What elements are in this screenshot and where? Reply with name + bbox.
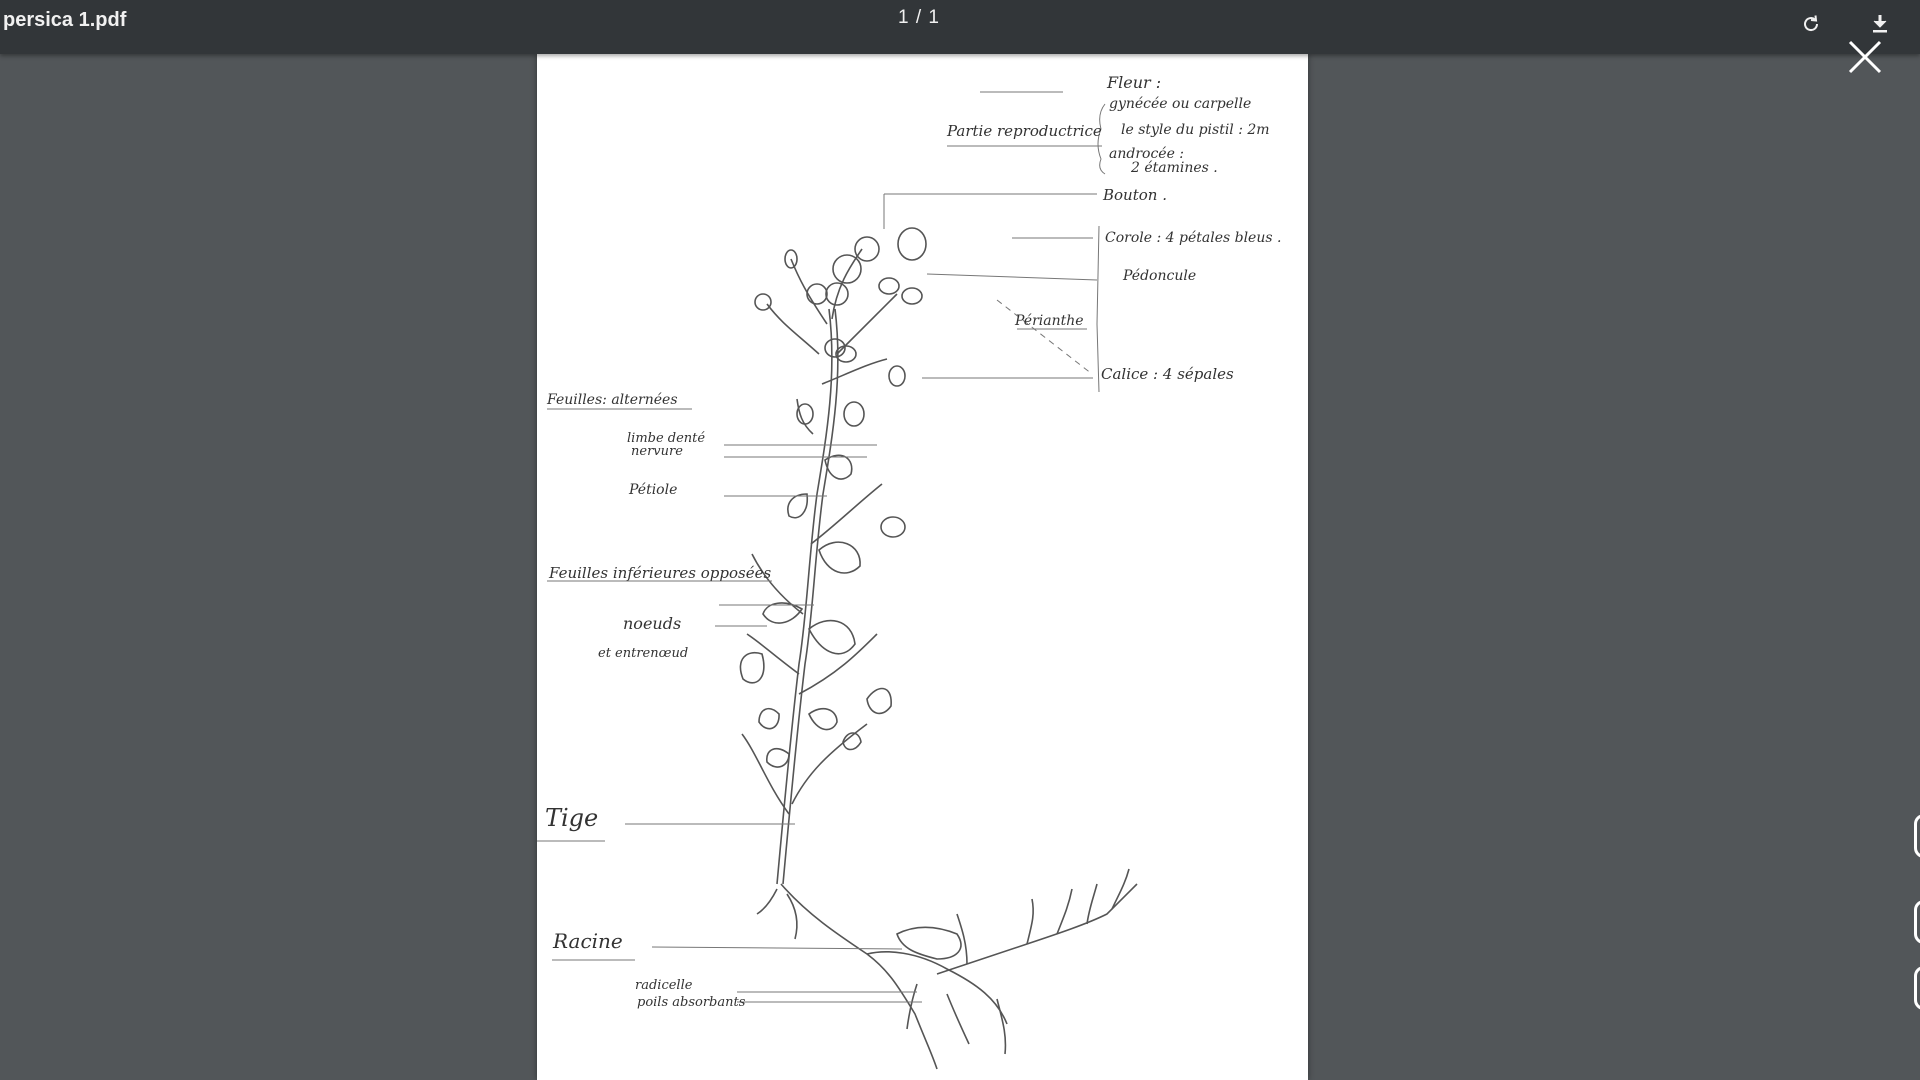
label-racine: Racine [553,929,623,953]
label-noeuds: noeuds [623,614,682,633]
label-feuilles-alternees: Feuilles: alternées [547,392,678,408]
page-indicator: 1 / 1 [898,7,940,28]
label-radicelle: radicelle [635,978,693,993]
label-etamines: 2 étamines . [1131,160,1218,176]
label-nervure: nervure [631,444,683,459]
label-limbe: limbe denté [627,431,706,446]
label-corolle: Corole : 4 pétales bleus . [1105,230,1282,246]
label-partie-reproductrice: Partie reproductrice [947,122,1102,140]
side-floating-button-2[interactable] [1914,900,1920,944]
label-tige: Tige [545,804,599,832]
close-icon [1842,34,1888,80]
rotate-button[interactable] [1793,6,1829,42]
label-pedoncule: Pédoncule [1123,268,1197,284]
rotate-icon [1799,12,1823,36]
label-calice: Calice : 4 sépales [1101,365,1234,383]
pdf-toolbar [0,0,1920,54]
document-title: persica 1.pdf [3,9,127,31]
side-floating-button-3[interactable] [1914,966,1920,1010]
label-style: le style du pistil : 2m [1121,122,1270,138]
label-petiole: Pétiole [629,482,678,498]
botanical-drawing [537,54,1308,1080]
download-icon [1868,12,1892,36]
label-fleur: Fleur : [1107,73,1162,92]
label-gynecee: gynécée ou carpelle [1109,96,1252,112]
label-androcee: androcée : [1109,146,1185,162]
leader-lines [537,92,1105,1002]
label-bouton: Bouton . [1103,186,1167,204]
side-floating-button-1[interactable] [1914,814,1920,858]
label-feuilles-inferieures: Feuilles inférieures opposées [549,564,772,582]
label-entrenoeud: et entrenœud [598,646,689,661]
plant-sketch [740,228,1137,1069]
label-perianthe: Périanthe [1015,313,1084,329]
pdf-page [537,54,1308,1080]
label-poils: poils absorbants [637,995,746,1010]
close-button[interactable] [1842,34,1888,80]
drawing-labels [545,73,1281,1010]
